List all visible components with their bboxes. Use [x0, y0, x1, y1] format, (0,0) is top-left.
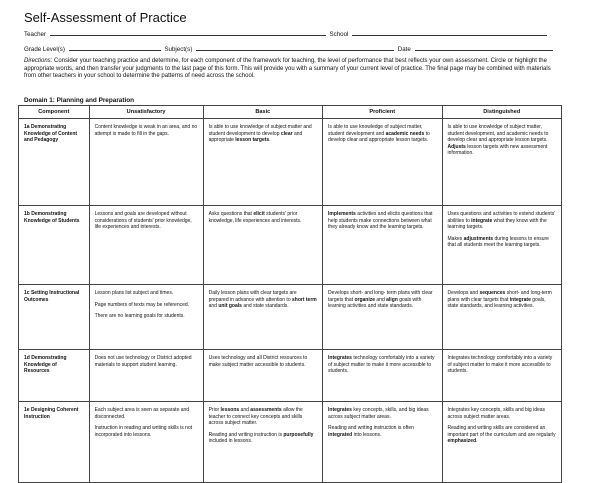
- cell-paragraph: [209, 432, 317, 445]
- cell-paragraph: [448, 425, 557, 445]
- unsatisfactory-cell[interactable]: [89, 206, 203, 285]
- cell-paragraph: [448, 211, 557, 231]
- body-text: short- and long-term plans with clear targets that: [447, 290, 552, 303]
- basic-cell[interactable]: [203, 350, 322, 402]
- body-text: and: [239, 407, 251, 413]
- body-text: technology comfortably into a variety of subject matter to make it more accessible to students.: [328, 355, 435, 375]
- header-component: Component: [19, 106, 90, 119]
- emphasis-text: adjustments: [463, 235, 494, 242]
- cell-paragraph: Lesson plans list subject and times.: [94, 290, 174, 296]
- grade-label: Grade Level(s): [24, 46, 65, 53]
- emphasis-text: elicit: [253, 211, 265, 217]
- body-text: and: [375, 296, 387, 303]
- component-cell: 1d Demonstrating Knowledge of Resources: [19, 350, 90, 402]
- basic-cell[interactable]: [203, 206, 322, 285]
- cell-paragraph: [448, 236, 557, 249]
- cell-paragraph: [209, 407, 317, 427]
- body-text: activities and elicits questions that help students make connections between what they already know and the learning targets.: [328, 211, 433, 231]
- school-label: School: [329, 31, 349, 38]
- table-row: [19, 285, 562, 350]
- body-text: goals with learning activities and state standards.: [328, 296, 422, 310]
- cell-paragraph: [328, 211, 436, 231]
- grade-subject-date-line: [24, 44, 555, 53]
- header-distinguished: Distinguished: [442, 106, 562, 119]
- subject-label: Subject(s): [164, 46, 193, 53]
- header-proficient: Proficient: [323, 106, 442, 119]
- directions-text: Consider your teaching practice and determine, for each component of the framework for teaching, the level of performance that best reflects your own assessment. Circle or highlight the appropriate words, and then transfer your judgments to the last page of this form. This will provide you with a summary of your current level of practice. The final page may be combined with materials from other teachers in your school to determine the patterns of need across the school.: [24, 58, 551, 80]
- body-text: to develop clear and appropriate lesson targets.: [328, 130, 430, 144]
- distinguished-cell[interactable]: [442, 402, 562, 483]
- cell-paragraph: There are no learning goals for students.: [94, 313, 185, 320]
- body-text: and state standards.: [241, 303, 289, 310]
- table-row: [19, 206, 562, 285]
- basic-cell[interactable]: [203, 119, 322, 206]
- table-row: [19, 402, 562, 483]
- distinguished-cell[interactable]: [442, 350, 562, 402]
- body-text: Develops short- and long- term plans with clear targets that: [328, 290, 433, 303]
- grade-field[interactable]: [69, 44, 161, 51]
- page-title: Self-Assessment of Practice: [24, 10, 187, 25]
- subject-field[interactable]: [196, 44, 394, 51]
- cell-paragraph: [328, 124, 436, 144]
- proficient-cell[interactable]: [323, 402, 442, 483]
- body-text: Makes: [447, 235, 464, 242]
- distinguished-cell[interactable]: [442, 285, 562, 350]
- body-text: goals, state standards, and learning activities.: [447, 296, 546, 310]
- unsatisfactory-cell[interactable]: [89, 285, 203, 350]
- cell-paragraph: [328, 407, 436, 420]
- proficient-cell[interactable]: [323, 206, 442, 285]
- body-text: during lessons to ensure that all students meet the learning targets.: [447, 235, 549, 249]
- body-text: what they know with the learning targets.: [447, 217, 547, 231]
- cell-paragraph: [448, 290, 557, 310]
- body-text: Is able to use knowledge of subject matter, student development, and academic needs to develop clear and appropriate lesson targets.: [447, 124, 549, 144]
- body-text: Asks questions that: [208, 211, 254, 217]
- body-text: lesson targets with new assessment information.: [447, 143, 548, 157]
- emphasis-text: clear: [280, 130, 293, 137]
- emphasis-text: Integrates: [328, 355, 352, 361]
- body-text: key concepts, skills, and big ideas across subject matter areas.: [328, 407, 429, 420]
- emphasis-text: emphasized: [447, 438, 477, 445]
- component-cell: 1e Designing Coherent Instruction: [19, 402, 90, 483]
- body-text: Reading and writing instruction is: [208, 431, 284, 438]
- body-text: and: [208, 303, 219, 310]
- rubric-body: [19, 119, 562, 483]
- emphasis-text: organize: [354, 296, 376, 303]
- header-basic: Basic: [203, 106, 322, 119]
- teacher-school-line: [24, 29, 549, 38]
- emphasis-text: assessments: [250, 407, 282, 413]
- cell-paragraph: [328, 355, 436, 375]
- emphasis-text: integrate: [509, 296, 531, 303]
- school-field[interactable]: [352, 29, 547, 36]
- body-text: Daily lesson plans with clear targets are prepared in advance with attention to: [208, 290, 297, 303]
- cell-paragraph: Content knowledge is weak in an area, and no attempt is made to fill in the gaps.: [94, 124, 198, 137]
- cell-paragraph: [209, 355, 317, 368]
- proficient-cell[interactable]: [323, 285, 442, 350]
- date-field[interactable]: [415, 44, 553, 51]
- cell-paragraph: [448, 124, 557, 157]
- body-text: students' prior knowledge, life experiences and interests.: [208, 211, 302, 224]
- table-row: [19, 350, 562, 402]
- proficient-cell[interactable]: [323, 119, 442, 206]
- teacher-label: Teacher: [24, 31, 47, 38]
- emphasis-text: lessons: [220, 407, 240, 413]
- basic-cell[interactable]: [203, 285, 322, 350]
- body-text: Develops and: [447, 290, 480, 296]
- emphasis-text: align: [386, 296, 398, 303]
- emphasis-text: purposefully: [283, 431, 314, 438]
- cell-paragraph: Page numbers of texts may be referenced.: [94, 301, 190, 308]
- body-text: Integrates key concepts, skills and big ideas across subject matter areas.: [447, 407, 546, 420]
- cell-paragraph: Each subject area is seen as separate and disconnected.: [94, 407, 190, 420]
- emphasis-text: lesson targets: [235, 137, 270, 144]
- emphasis-text: short term: [291, 296, 317, 303]
- directions-label: Directions:: [24, 58, 53, 64]
- cell-paragraph: [209, 290, 317, 310]
- cell-paragraph: [209, 211, 317, 224]
- rubric-table: [18, 105, 562, 483]
- body-text: Prior: [208, 407, 221, 413]
- body-text: Reading and writing skills are considered an important part of the curriculum and are regularly: [447, 425, 556, 438]
- cell-paragraph: Lessons and goals are developed without considerations of students' prior knowledge, life experiences and interests.: [94, 211, 192, 231]
- cell-paragraph: Does not use technology or District adopted materials to support student learning.: [94, 355, 192, 368]
- emphasis-text: Integrates: [328, 407, 352, 413]
- body-text: .: [269, 137, 271, 144]
- component-cell: 1b Demonstrating Knowledge of Students: [19, 206, 90, 285]
- cell-paragraph: [328, 290, 436, 310]
- table-row: [19, 119, 562, 206]
- teacher-field[interactable]: [50, 29, 326, 36]
- distinguished-cell[interactable]: [442, 206, 562, 285]
- body-text: included in lessons.: [208, 438, 253, 445]
- body-text: Uses technology and all District resources to make subject matter accessible to students.: [208, 355, 308, 368]
- component-cell: 1c Setting Instructional Outcomes: [19, 285, 90, 350]
- cell-paragraph: Instruction in reading and writing skills is not incorporated into lessons.: [94, 425, 193, 438]
- emphasis-text: integrate: [471, 217, 493, 224]
- emphasis-text: integrated: [328, 431, 353, 438]
- body-text: allow the teacher to connect key concepts and skills across subject matter.: [208, 407, 303, 427]
- body-text: into lessons.: [352, 431, 382, 438]
- basic-cell[interactable]: [203, 402, 322, 483]
- header-unsatisfactory: Unsatisfactory: [89, 106, 203, 119]
- unsatisfactory-cell[interactable]: [89, 119, 203, 206]
- emphasis-text: Implements: [328, 211, 356, 217]
- cell-paragraph: [448, 407, 557, 420]
- body-text: Integrates technology comfortably into a variety of subject matter to make it more accessible to students.: [447, 355, 553, 375]
- proficient-cell[interactable]: [323, 350, 442, 402]
- directions: [24, 58, 564, 81]
- cell-paragraph: [209, 124, 317, 144]
- body-text: and appropriate: [208, 130, 303, 144]
- emphasis-text: unit goals: [218, 303, 242, 310]
- emphasis-text: Adjusts: [447, 143, 466, 150]
- body-text: Is able to use knowledge of subject matter and student development to develop: [208, 124, 312, 137]
- body-text: Reading and writing instruction is often: [328, 425, 414, 432]
- body-text: .: [476, 438, 478, 445]
- domain-heading: Domain 1: Planning and Preparation: [24, 97, 135, 104]
- unsatisfactory-cell[interactable]: [89, 350, 203, 402]
- body-text: Uses questions and activities to extend students' abilities to: [447, 211, 556, 224]
- date-label: Date: [397, 46, 411, 53]
- body-text: Is able to use knowledge of subject matter, student development and: [328, 124, 423, 137]
- distinguished-cell[interactable]: [442, 119, 562, 206]
- component-cell: 1a Demonstrating Knowledge of Content and Pedagogy: [19, 119, 90, 206]
- emphasis-text: sequences: [479, 290, 506, 296]
- cell-paragraph: [328, 425, 436, 438]
- emphasis-text: academic needs: [385, 130, 425, 137]
- unsatisfactory-cell[interactable]: [89, 402, 203, 483]
- cell-paragraph: [448, 355, 557, 375]
- table-header-row: [19, 106, 562, 119]
